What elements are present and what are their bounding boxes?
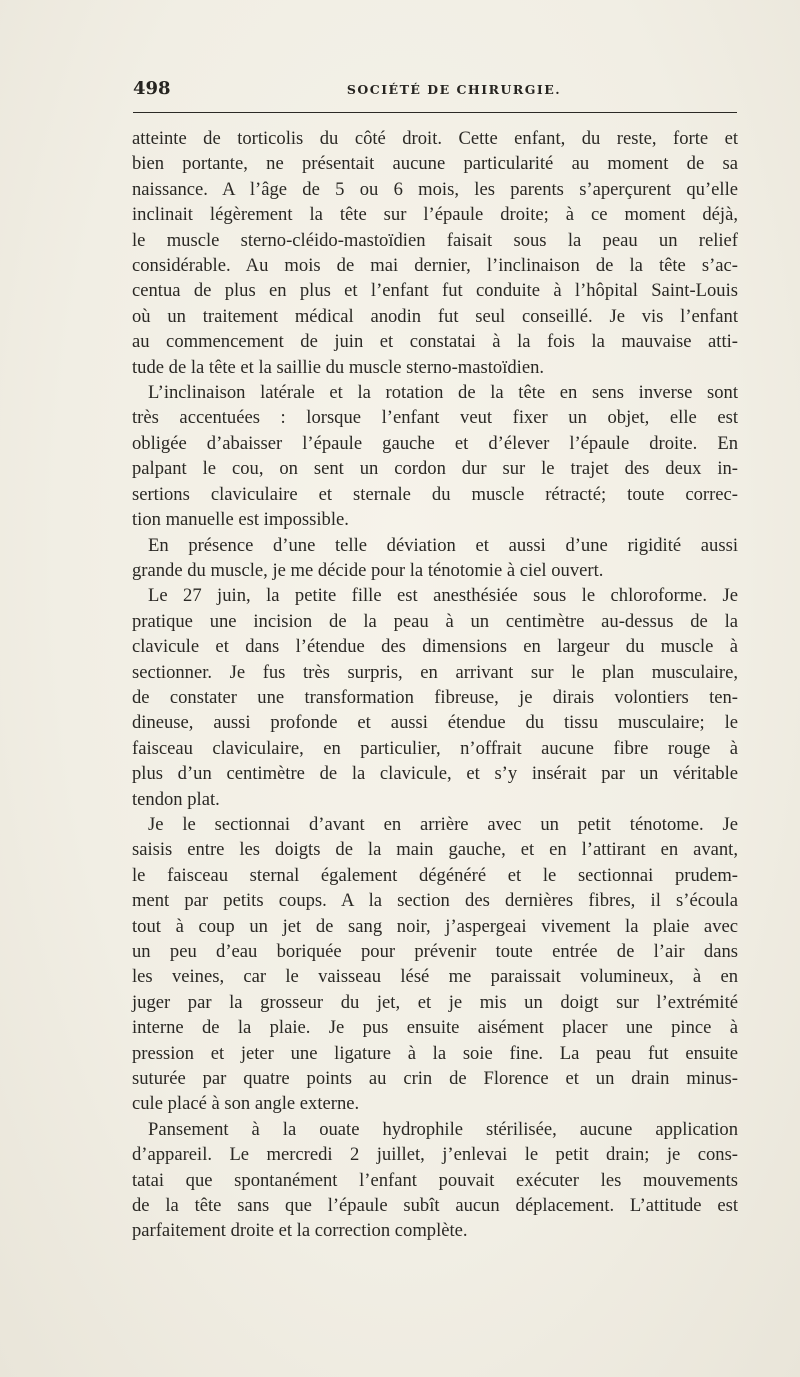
text-line: pratique une incision de la peau à un centimètre au-dessus de la (132, 610, 738, 632)
text-line: L’inclinaison latérale et la rotation de la tête en sens inverse sont (148, 382, 738, 404)
text-line: considérable. Au mois de mai dernier, l’inclinaison de la tête s’ac- (132, 255, 738, 277)
text-line: ment par petits coups. A la section des dernières fibres, il s’écoula (132, 890, 738, 912)
text-line: faisceau claviculaire, en particulier, n’offrait aucune fibre rouge à (132, 737, 738, 759)
paragraph-6 (132, 1117, 738, 1244)
paragraph-3 (132, 533, 738, 584)
text-line: au commencement de juin et constatai à la fois la mauvaise atti- (132, 331, 738, 353)
text-line: centua de plus en plus et l’enfant fut conduite à l’hôpital Saint-Louis (132, 280, 738, 302)
page-header (133, 78, 735, 104)
page-number: 498 (133, 78, 171, 99)
text-line: pression et jeter une ligature à la soie fine. La peau fut ensuite (132, 1042, 738, 1064)
paragraph-4 (132, 583, 738, 812)
text-line: bien portante, ne présentait aucune particularité au moment de sa (132, 153, 738, 175)
text-line: tion manuelle est impossible. (132, 509, 349, 531)
text-line: tatai que spontanément l’enfant pouvait exécuter les mouvements (132, 1169, 738, 1191)
text-line: saisis entre les doigts de la main gauche, et en l’attirant en avant, (132, 839, 738, 861)
text-line: sectionner. Je fus très surpris, en arrivant sur le plan musculaire, (132, 661, 738, 683)
text-line: juger par la grosseur du jet, et je mis un doigt sur l’extrémité (132, 991, 738, 1013)
header-rule (133, 112, 737, 113)
text-line: un peu d’eau boriquée pour prévenir toute entrée de l’air dans (132, 941, 738, 962)
text-line: parfaitement droite et la correction complète. (132, 1220, 468, 1242)
text-line: obligée d’abaisser l’épaule gauche et d’élever l’épaule droite. En (132, 432, 738, 454)
paragraph-5 (132, 812, 738, 1117)
text-line: suturée par quatre points au crin de Florence et un drain minus- (132, 1068, 738, 1090)
text-line: plus d’un centimètre de la clavicule, et s’y insérait par un véritable (132, 763, 738, 785)
text-line: cule placé à son angle externe. (132, 1093, 360, 1115)
text-line: palpant le cou, on sent un cordon dur sur le trajet des deux in- (132, 458, 738, 480)
text-line: inclinait légèrement la tête sur l’épaule droite; à ce moment déjà, (132, 204, 738, 226)
text-line: atteinte de torticolis du côté droit. Cette enfant, du reste, forte et (132, 128, 738, 149)
running-title: SOCIÉTÉ DE CHIRURGIE. (346, 82, 562, 97)
text-line: Pansement à la ouate hydrophile stérilisée, aucune application (148, 1118, 738, 1140)
text-line: Le 27 juin, la petite fille est anesthésiée sous le chloroforme. Je (148, 585, 738, 607)
text-line: de constater une transformation fibreuse, je dirais volontiers ten- (132, 686, 738, 708)
text-line: de la tête sans que l’épaule subît aucun déplacement. L’attitude est (132, 1195, 738, 1217)
text-line: En présence d’une telle déviation et aussi d’une rigidité aussi (148, 534, 738, 556)
text-line: grande du muscle, je me décide pour la ténotomie à ciel ouvert. (132, 559, 604, 581)
text-line: tendon plat. (132, 788, 220, 810)
text-line: très accentuées : lorsque l’enfant veut fixer un objet, elle est (132, 407, 738, 429)
text-line: où un traitement médical anodin fut seul conseillé. Je vis l’enfant (132, 305, 738, 327)
text-line: clavicule et dans l’étendue des dimensions en largeur du muscle à (132, 636, 738, 658)
text-line: le faisceau sternal également dégénéré et le sectionnai prudem- (132, 864, 738, 886)
paragraph-1 (132, 126, 738, 380)
paragraph-2 (132, 380, 738, 532)
text-line: naissance. A l’âge de 5 ou 6 mois, les parents s’aperçurent qu’elle (132, 178, 738, 200)
text-line: tude de la tête et la saillie du muscle sterno-mastoïdien. (132, 356, 545, 378)
text-line: le muscle sterno-cléido-mastoïdien faisait sous la peau un relief (132, 229, 738, 251)
body-text (132, 126, 738, 1244)
text-line: dineuse, aussi profonde et aussi étendue du tissu musculaire; le (132, 712, 738, 734)
text-line: Je le sectionnai d’avant en arrière avec un petit ténotome. Je (148, 813, 738, 835)
text-line: sertions claviculaire et sternale du muscle rétracté; toute correc- (132, 483, 738, 505)
text-line: les veines, car le vaisseau lésé me paraissait volumineux, à en (132, 966, 738, 988)
text-line: interne de la plaie. Je pus ensuite aisément placer une pince à (132, 1017, 738, 1039)
text-line: d’appareil. Le mercredi 2 juillet, j’enlevai le petit drain; je cons- (132, 1144, 738, 1166)
text-line: tout à coup un jet de sang noir, j’aspergeai vivement la plaie avec (132, 915, 738, 937)
